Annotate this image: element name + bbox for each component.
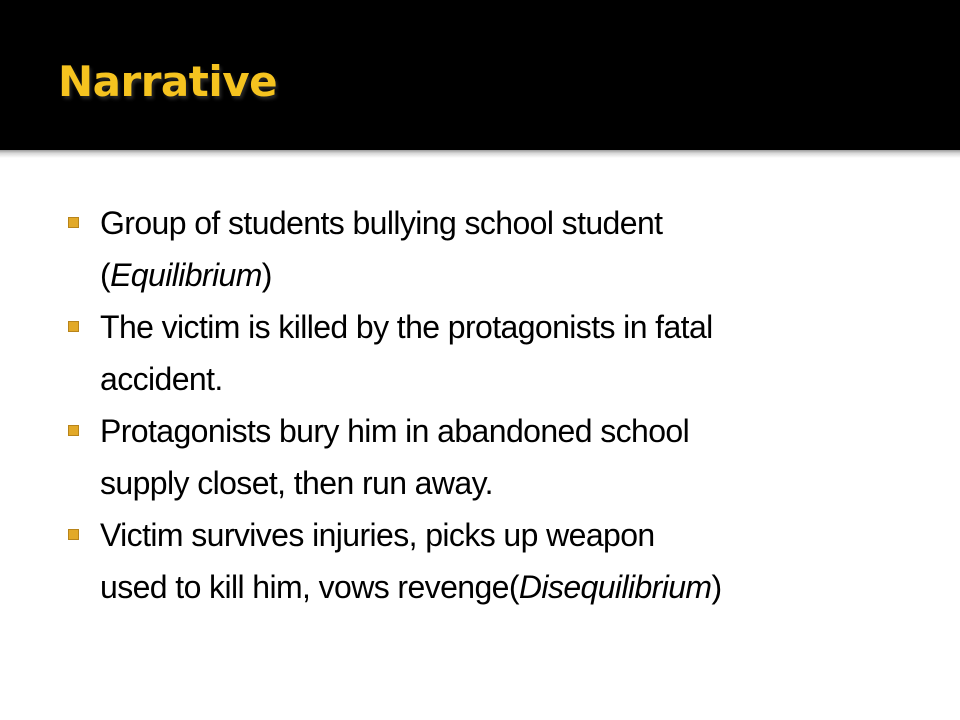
bullet-text-line2-end: ) — [261, 257, 272, 293]
square-bullet-icon — [68, 321, 79, 332]
bullet-text-line2-end: ) — [711, 569, 722, 605]
bullet-text-line1: Protagonists bury him in abandoned school — [100, 413, 690, 449]
bullet-list — [68, 197, 928, 613]
bullet-text-line2: ( — [100, 257, 111, 293]
bullet-text-line1: Group of students bullying school student — [100, 205, 663, 241]
bullet-item — [68, 197, 928, 301]
bullet-item — [68, 301, 928, 405]
bullet-text-line1: The victim is killed by the protagonists in fatal — [100, 309, 713, 345]
bullet-text-line1: Victim survives injuries, picks up weapon — [100, 517, 655, 553]
bullet-text-line2: accident. — [100, 361, 223, 397]
bullet-item — [68, 509, 928, 613]
bullet-text-line2: supply closet, then run away. — [100, 465, 493, 501]
slide-title: Narrative — [58, 57, 278, 106]
square-bullet-icon — [68, 217, 79, 228]
bullet-emphasis: Disequilibrium — [518, 569, 712, 605]
title-divider — [0, 150, 960, 158]
square-bullet-icon — [68, 425, 79, 436]
bullet-item — [68, 405, 928, 509]
bullet-text-line2: used to kill him, vows revenge( — [100, 569, 519, 605]
square-bullet-icon — [68, 529, 79, 540]
bullet-emphasis: Equilibrium — [110, 257, 262, 293]
